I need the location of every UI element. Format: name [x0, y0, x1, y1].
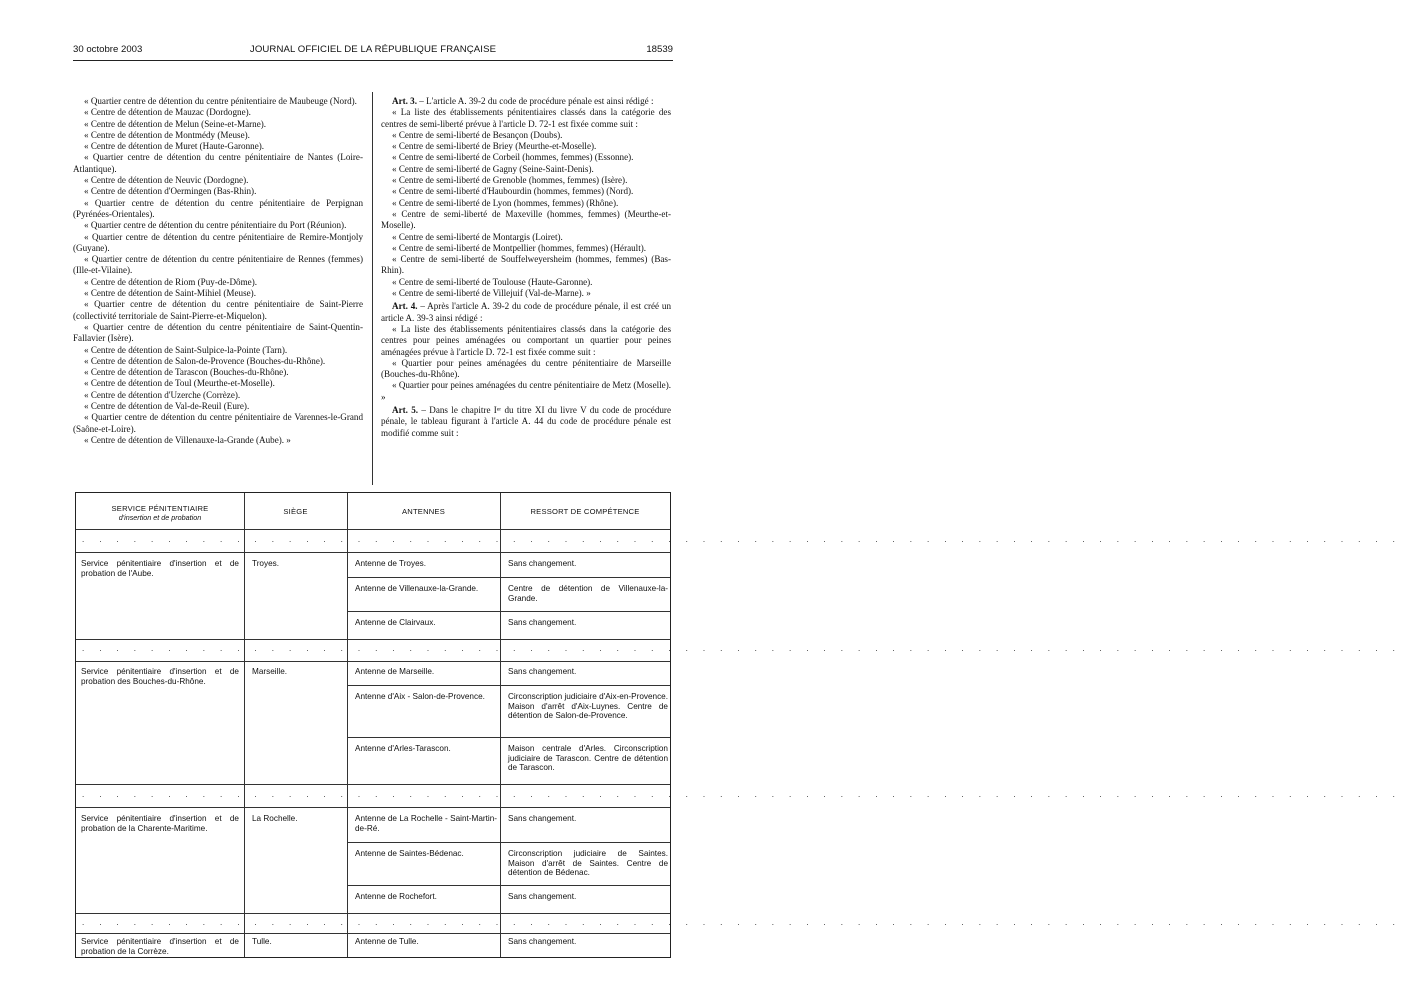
- article-intro: – Dans le chapitre Iᵉʳ du titre XI du livre V du code de procédure pénale, le tableau figurant à l'article A. 44 du code de procédure pénale est modifié comme suit :: [381, 405, 672, 438]
- row-rule: [76, 913, 670, 914]
- row-rule: [347, 611, 670, 612]
- ellipsis-row: . . . . . . . . . . . . . . . . . . . . . . . . . . . . . . . . . . . . . . . . . . . . . . . . . . . . . . . . . . . . . . . . . . . . . . . . . . . . .: [82, 644, 1401, 653]
- antenne-name: Antenne de Villenauxe-la-Grande.: [355, 584, 479, 593]
- right-column: [381, 96, 671, 439]
- ressort-text: Circonscription judiciaire d'Aix-en-Provence. Maison d'arrêt d'Aix-Luynes. Centre de détention de Salon-de-Provence.: [508, 692, 668, 721]
- row-rule: [347, 577, 670, 578]
- antenne-name: Antenne de Saintes-Bédenac.: [355, 849, 464, 858]
- list-item: « Quartier centre de détention du centre pénitentiaire de Maubeuge (Nord).: [84, 96, 357, 106]
- article-5-heading: [381, 405, 671, 439]
- list-item: « Quartier centre de détention du centre pénitentiaire de Saint-Pierre (collectivité territoriale de Saint-Pierre-et-Miquelon).: [73, 299, 363, 321]
- list-item: « Centre de semi-liberté d'Haubourdin (hommes, femmes) (Nord).: [392, 186, 634, 197]
- list-item: « Centre de semi-liberté de Souffelweyersheim (hommes, femmes) (Bas-Rhin).: [381, 254, 671, 276]
- list-item: « La liste des établissements pénitentiaires classés dans la catégorie des centres pour peines aménagées ou comportant un quartier pour peines aménagées prévue à l'article D. 72-1 est fixée comme suit :: [381, 323, 671, 357]
- header-service-label: SERVICE PÉNITENTIAIRE: [111, 504, 209, 513]
- list-item: « Centre de semi-liberté de Villejuif (Val-de-Marne). »: [392, 288, 591, 299]
- ellipsis-row: . . . . . . . . . . . . . . . . . . . . . . . . . . . . . . . . . . . . . . . . . . . . . . . . . . . . . . . . . . . . . . . . . . . . . . . . . . . . .: [82, 535, 1401, 544]
- list-item: « Centre de détention de Toul (Meurthe-et-Moselle).: [84, 378, 275, 389]
- header-antennes: ANTENNES: [402, 507, 445, 516]
- siege-name: La Rochelle.: [252, 814, 298, 823]
- publication-date: 30 octobre 2003: [73, 44, 143, 55]
- list-item: « Centre de semi-liberté de Besançon (Doubs).: [392, 129, 563, 140]
- header-service-sublabel: d'insertion et de probation: [118, 513, 202, 522]
- ressort-text: Sans changement.: [508, 814, 577, 823]
- ellipsis-row: . . . . . . . . . . . . . . . . . . . . . . . . . . . . . . . . . . . . . . . . . . . . . . . . . . . . . . . . . . . . . . . . . . . . . . . . . . . . .: [82, 918, 1401, 927]
- service-name: Service pénitentiaire d'insertion et de probation de la Corrèze.: [81, 937, 239, 956]
- ellipsis-row: . . . . . . . . . . . . . . . . . . . . . . . . . . . . . . . . . . . . . . . . . . . . . . . . . . . . . . . . . . . . . . . . . . . . . . . . . . . . .: [82, 790, 1401, 799]
- column-rule: [347, 493, 348, 957]
- header-siege: SIÈGE: [283, 507, 308, 516]
- list-item: « Centre de détention de Melun (Seine-et-Marne).: [84, 118, 267, 129]
- list-item: « Centre de détention de Salon-de-Provence (Bouches-du-Rhône).: [84, 355, 326, 366]
- list-item: « Centre de détention d'Oermingen (Bas-Rhin).: [84, 186, 257, 197]
- list-item: « Quartier centre de détention du centre pénitentiaire de Rennes (femmes) (Ille-et-Vilaine).: [73, 254, 363, 276]
- list-item: « Centre de semi-liberté de Toulouse (Haute-Garonne).: [392, 276, 593, 287]
- service-name: Service pénitentiaire d'insertion et de probation de la Charente-Maritime.: [81, 814, 239, 833]
- column-rule: [500, 493, 501, 957]
- list-item: « Centre de semi-liberté de Lyon (hommes, femmes) (Rhône).: [392, 197, 619, 208]
- ressort-text: Sans changement.: [508, 618, 577, 627]
- journal-title: JOURNAL OFFICIEL DE LA RÉPUBLIQUE FRANÇAISE: [249, 44, 497, 55]
- list-item: « Centre de détention de Val-de-Reuil (Eure).: [84, 401, 250, 412]
- list-item: « Quartier centre de détention du centre pénitentiaire de Varennes-le-Grand (Saône-et-Loire).: [73, 412, 363, 434]
- column-rule: [244, 493, 245, 957]
- list-item: « Centre de semi-liberté de Corbeil (hommes, femmes) (Essonne).: [392, 152, 634, 163]
- siege-name: Troyes.: [252, 559, 279, 568]
- header-rule: [76, 529, 670, 530]
- ressort-text: Circonscription judiciaire de Saintes. Maison d'arrêt de Saintes. Centre de détention de Bédenac.: [508, 849, 668, 878]
- row-rule: [76, 661, 670, 662]
- list-item: « Quartier pour peines aménagées du centre pénitentiaire de Metz (Moselle). »: [381, 380, 672, 402]
- competence-table: [75, 492, 1401, 958]
- article-intro: – Après l'article A. 39-2 du code de procédure pénale, il est créé un article A. 39-3 ainsi rédigé :: [381, 301, 671, 323]
- list-item: « Centre de détention d'Uzerche (Corrèze).: [84, 389, 241, 400]
- list-item: « Centre de semi-liberté de Briey (Meurthe-et-Moselle).: [392, 141, 597, 152]
- list-item: « Centre de semi-liberté de Montargis (Loiret).: [392, 231, 563, 242]
- antenne-name: Antenne de Marseille.: [355, 667, 435, 676]
- header-service: [76, 504, 244, 522]
- list-item: « Quartier centre de détention du centre pénitentiaire du Port (Réunion).: [84, 220, 347, 231]
- header-rule: [73, 60, 673, 61]
- row-rule: [347, 685, 670, 686]
- article-label: Art. 5.: [392, 405, 419, 416]
- article-3-heading: [381, 96, 671, 107]
- antenne-name: Antenne d'Aix - Salon-de-Provence.: [355, 692, 485, 701]
- antenne-name: Antenne de Troyes.: [355, 559, 427, 568]
- article-intro: – L'article A. 39-2 du code de procédure pénale est ainsi rédigé :: [417, 96, 654, 106]
- list-item: « Centre de semi-liberté de Gagny (Seine-Saint-Denis).: [392, 163, 594, 174]
- antenne-name: Antenne de La Rochelle - Saint-Martin-de-Ré.: [355, 814, 497, 833]
- service-name: Service pénitentiaire d'insertion et de probation des Bouches-du-Rhône.: [81, 667, 239, 686]
- list-item: « Centre de détention de Saint-Sulpice-la-Pointe (Tarn).: [84, 344, 288, 355]
- service-name: Service pénitentiaire d'insertion et de probation de l'Aube.: [81, 559, 239, 578]
- ressort-text: Centre de détention de Villenauxe-la-Grande.: [508, 584, 668, 603]
- row-rule: [76, 784, 670, 785]
- list-item: « Centre de détention de Riom (Puy-de-Dôme).: [84, 276, 257, 287]
- header-ressort: RESSORT DE COMPÉTENCE: [530, 507, 640, 516]
- antenne-name: Antenne de Tulle.: [355, 937, 419, 946]
- list-item: « La liste des établissements pénitentiaires classés dans la catégorie des centres de semi-liberté prévue à l'article D. 72-1 est fixée comme suit :: [381, 107, 671, 129]
- list-item: « Centre de détention de Mauzac (Dordogne).: [84, 107, 251, 118]
- left-column: [73, 96, 363, 446]
- row-rule: [76, 639, 670, 640]
- list-item: « Centre de détention de Montmédy (Meuse).: [84, 129, 250, 140]
- ressort-text: Sans changement.: [508, 559, 577, 568]
- antenne-name: Antenne de Clairvaux.: [355, 618, 436, 627]
- list-item: « Centre de détention de Villenauxe-la-Grande (Aube). »: [84, 434, 291, 445]
- column-divider: [372, 92, 373, 485]
- list-item: « Quartier centre de détention du centre pénitentiaire de Remire-Montjoly (Guyane).: [73, 231, 363, 253]
- article-4-heading: [381, 301, 671, 324]
- list-item: « Centre de détention de Saint-Mihiel (Meuse).: [84, 288, 256, 299]
- ressort-text: Sans changement.: [508, 892, 577, 901]
- siege-name: Tulle.: [252, 937, 272, 946]
- list-item: « Centre de semi-liberté de Maxeville (hommes, femmes) (Meurthe-et-Moselle).: [381, 208, 671, 231]
- ressort-text: Maison centrale d'Arles. Circonscription judiciaire de Tarascon. Centre de détention de Tarascon.: [508, 744, 668, 773]
- row-rule: [76, 552, 670, 553]
- ressort-text: Sans changement.: [508, 937, 577, 946]
- list-item: « Centre de détention de Tarascon (Bouches-du-Rhône).: [84, 367, 289, 378]
- list-item: « Quartier centre de détention du centre pénitentiaire de Nantes (Loire-Atlantique).: [73, 152, 363, 174]
- list-item: « Quartier centre de détention du centre pénitentiaire de Saint-Quentin-Fallavier (Isère).: [73, 321, 363, 344]
- list-item: « Quartier pour peines aménagées du centre pénitentiaire de Marseille (Bouches-du-Rhône).: [381, 357, 671, 380]
- page-number: 18539: [646, 44, 673, 55]
- ressort-text: Sans changement.: [508, 667, 577, 676]
- list-item: « Quartier centre de détention du centre pénitentiaire de Perpignan (Pyrénées-Orientales).: [73, 197, 363, 219]
- row-rule: [347, 842, 670, 843]
- row-rule: [347, 737, 670, 738]
- list-item: « Centre de semi-liberté de Montpellier (hommes, femmes) (Hérault).: [392, 242, 647, 253]
- row-rule: [76, 807, 670, 808]
- row-rule: [347, 885, 670, 886]
- antenne-name: Antenne de Rochefort.: [355, 892, 437, 901]
- list-item: « Centre de semi-liberté de Grenoble (hommes, femmes) (Isère).: [392, 175, 628, 186]
- siege-name: Marseille.: [252, 667, 288, 676]
- row-rule: [76, 933, 670, 934]
- article-label: Art. 3.: [392, 96, 417, 106]
- article-label: Art. 4.: [392, 301, 418, 312]
- page-header: [73, 44, 673, 58]
- list-item: « Centre de détention de Muret (Haute-Garonne).: [84, 141, 265, 152]
- antenne-name: Antenne d'Arles-Tarascon.: [355, 744, 451, 753]
- list-item: « Centre de détention de Neuvic (Dordogne).: [84, 175, 249, 186]
